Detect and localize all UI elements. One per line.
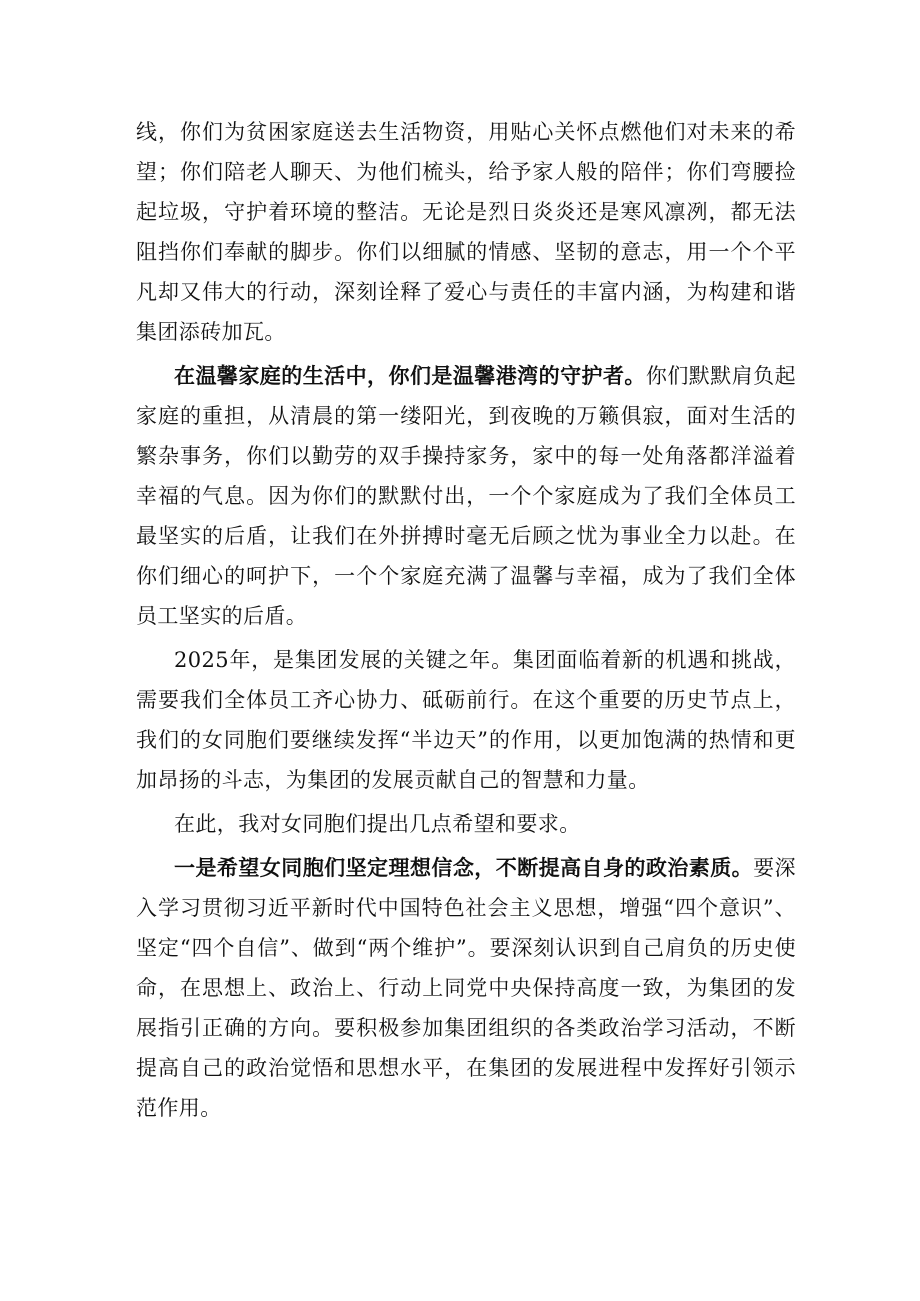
paragraph-5-text: 要深入学习贯彻习近平新时代中国特色社会主义思想，增强“四个意识”、坚定“四个自信”、做到“两个维护”。要深刻认识到自己肩负的历史使命，在思想上、政治上、行动上同党中央保持高度一致，为集团的发展指引正确的方向。要积极参加集团组织的各类政治学习活动，不断提高自己的政治觉悟和思想水平，在集团的发展进程中发挥好引领示范作用。 [136,856,796,1120]
paragraph-4 [136,804,796,844]
paragraph-2 [136,356,796,636]
paragraph-5 [136,848,796,1128]
paragraph-4-text: 在此，我对女同胞们提出几点希望和要求。 [174,812,581,836]
paragraph-2-text: 你们默默肩负起家庭的重担，从清晨的第一缕阳光，到夜晚的万籁俱寂，面对生活的繁杂事务，你们以勤劳的双手操持家务，家中的每一处角落都洋溢着幸福的气息。因为你们的默默付出，一个个家庭成为了我们全体员工最坚实的后盾，让我们在外拼搏时毫无后顾之忧为事业全力以赴。在你们细心的呵护下，一个个家庭充满了温馨与幸福，成为了我们全体员工坚实的后盾。 [136,364,796,628]
paragraph-3-text: 2025年，是集团发展的关键之年。集团面临着新的机遇和挑战，需要我们全体员工齐心协力、砥砺前行。在这个重要的历史节点上，我们的女同胞们要继续发挥“半边天”的作用，以更加饱满的热情和更加昂扬的斗志，为集团的发展贡献自己的智慧和力量。 [136,648,796,792]
paragraph-2-lead: 在温馨家庭的生活中，你们是温馨港湾的守护者。 [174,363,646,388]
paragraph-3 [136,640,796,800]
paragraph-1 [136,112,796,352]
paragraph-5-lead: 一是希望女同胞们坚定理想信念，不断提高自身的政治素质。 [174,855,754,880]
paragraph-1-text: 线，你们为贫困家庭送去生活物资，用贴心关怀点燃他们对未来的希望；你们陪老人聊天、为他们梳头，给予家人般的陪伴；你们弯腰捡起垃圾，守护着环境的整洁。无论是烈日炎炎还是寒风凛冽，都无法阻挡你们奉献的脚步。你们以细腻的情感、坚韧的意志，用一个个平凡却又伟大的行动，深刻诠释了爱心与责任的丰富内涵，为构建和谐集团添砖加瓦。 [136,120,796,344]
document-body [136,112,796,1128]
